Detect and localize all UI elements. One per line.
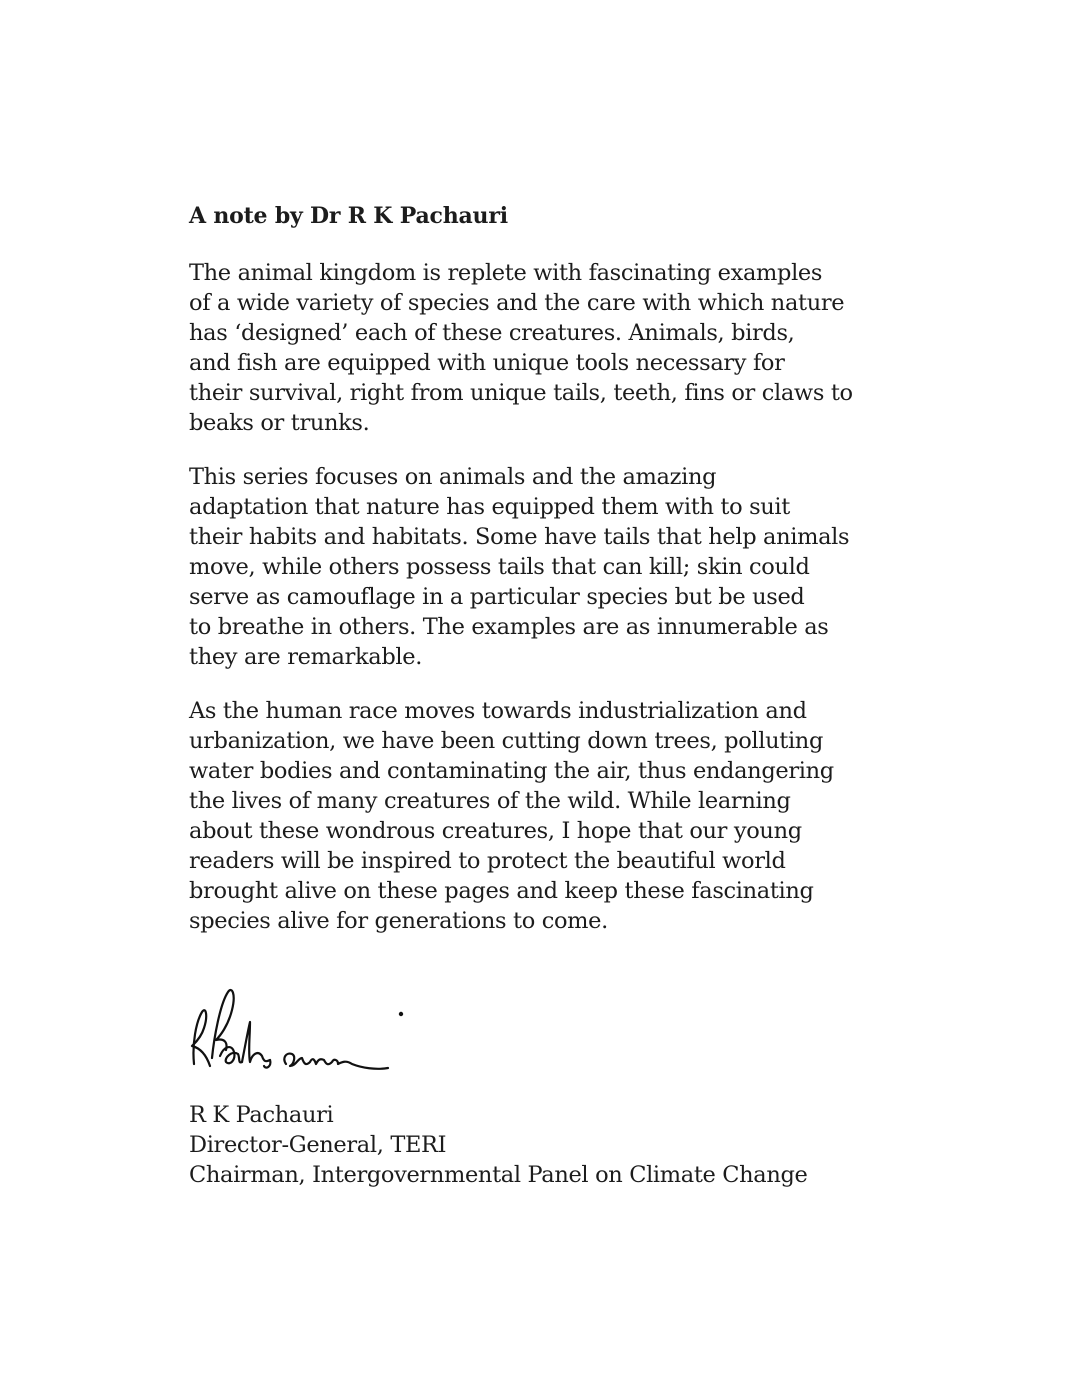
paragraph-1 bbox=[189, 258, 949, 438]
text-line: adaptation that nature has equipped them with to suit bbox=[189, 494, 790, 520]
signatory-role: Chairman, Intergovernmental Panel on Climate Change bbox=[189, 1162, 808, 1188]
text-line: move, while others possess tails that can kill; skin could bbox=[189, 554, 810, 580]
text-line: readers will be inspired to protect the beautiful world bbox=[189, 848, 786, 874]
text-line: species alive for generations to come. bbox=[189, 908, 608, 934]
text-line: brought alive on these pages and keep these fascinating bbox=[189, 878, 814, 904]
text-line: they are remarkable. bbox=[189, 644, 423, 670]
text-line: This series focuses on animals and the amazing bbox=[189, 464, 717, 490]
handwritten-signature-icon bbox=[186, 982, 416, 1082]
text-line: urbanization, we have been cutting down trees, polluting bbox=[189, 728, 823, 754]
note-body bbox=[189, 198, 949, 936]
text-line: water bodies and contaminating the air, thus endangering bbox=[189, 758, 834, 784]
text-line: serve as camouflage in a particular species but be used bbox=[189, 584, 805, 610]
text-line: their survival, right from unique tails, teeth, fins or claws to bbox=[189, 380, 853, 406]
text-line: their habits and habitats. Some have tails that help animals bbox=[189, 524, 850, 550]
signatory-role: Director-General, TERI bbox=[189, 1132, 447, 1158]
text-line: As the human race moves towards industrialization and bbox=[189, 698, 807, 724]
paragraph-2 bbox=[189, 462, 949, 672]
paragraph-3 bbox=[189, 696, 949, 936]
text-line: beaks or trunks. bbox=[189, 410, 370, 436]
text-line: of a wide variety of species and the care with which nature bbox=[189, 290, 845, 316]
signatory-name: R K Pachauri bbox=[189, 1102, 334, 1128]
text-line: The animal kingdom is replete with fascinating examples bbox=[189, 260, 823, 286]
text-line: and fish are equipped with unique tools necessary for bbox=[189, 350, 785, 376]
text-line: the lives of many creatures of the wild. While learning bbox=[189, 788, 791, 814]
text-line: has ‘designed’ each of these creatures. Animals, birds, bbox=[189, 320, 795, 346]
text-line: about these wondrous creatures, I hope that our young bbox=[189, 818, 802, 844]
signoff-block bbox=[189, 1100, 808, 1190]
note-title: A note by Dr R K Pachauri bbox=[189, 203, 508, 229]
text-line: to breathe in others. The examples are as innumerable as bbox=[189, 614, 829, 640]
